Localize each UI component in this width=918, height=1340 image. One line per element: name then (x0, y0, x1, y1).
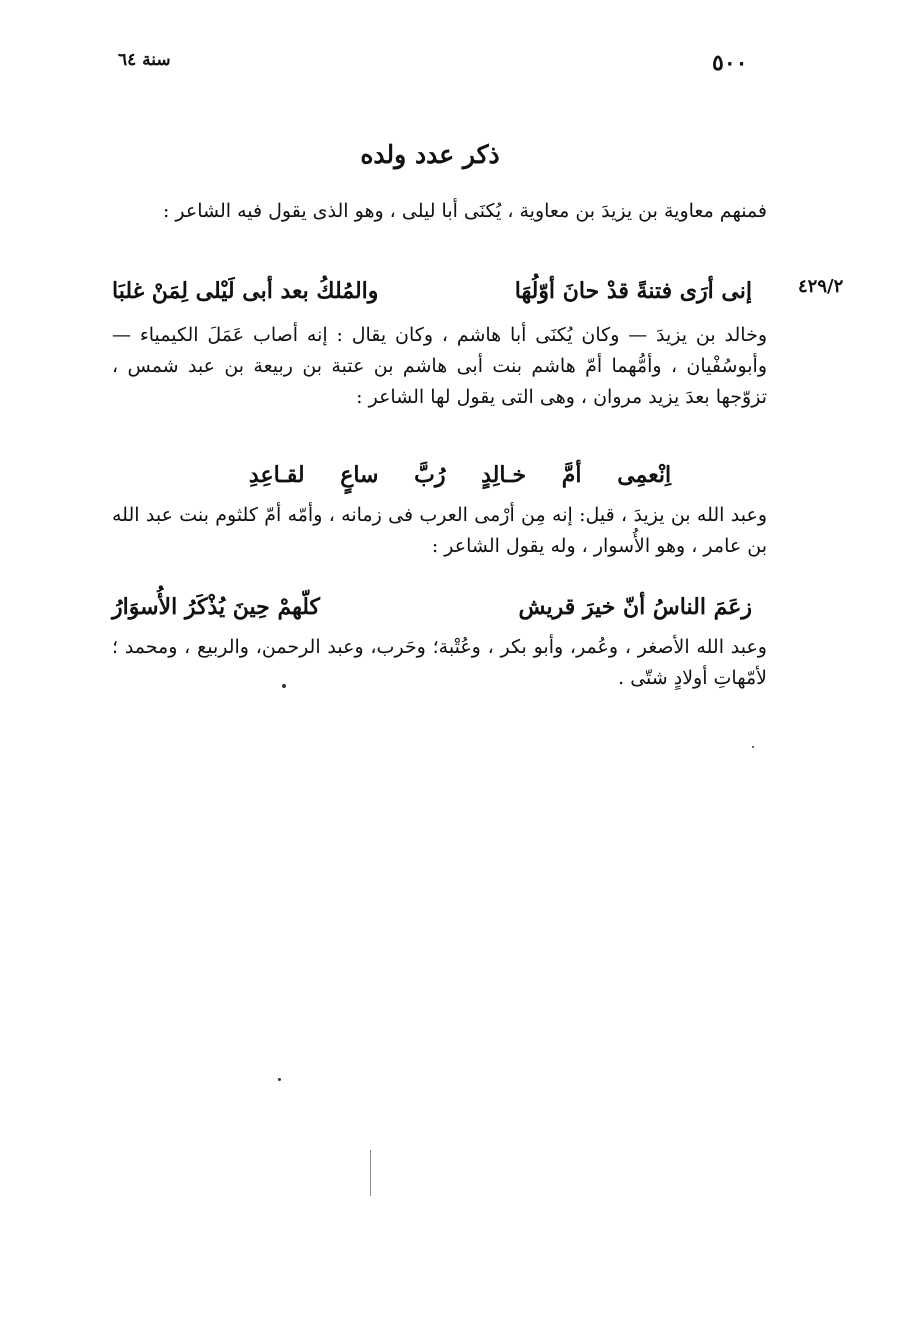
verse-2-text: اِنْعمِى أمَّ خـالِدٍ رُبَّ ساعٍ لقـاعِدِ (248, 462, 672, 488)
paragraph-3: وعبد الله بن يزيدَ ، قيل: إنه مِن أرْمى العرب فى زمانه ، وأمّه أمّ كلثوم بنت عبد الله بن عامر ، وهو الأُسوار ، وله يقول الشاعر : (112, 504, 767, 557)
verse-2 (200, 462, 720, 502)
verse-3-second-hemistich: كلّهمْ حِينَ يُذْكَرُ الأُسوَارُ (112, 594, 320, 620)
page-number: ٥٠٠ (712, 50, 748, 76)
verse-1-first-hemistich: إنى أرَى فتنةً قدْ حانَ أوّلُهَا (514, 278, 752, 304)
section-title: ذكر عدد ولده (360, 140, 500, 169)
verse-1 (112, 278, 752, 318)
paragraph-1: فمنهم معاوية بن يزيدَ بن معاوية ، يُكنَى أبا ليلى ، وهو الذى يقول فيه الشاعر : (162, 200, 767, 222)
verse-3 (112, 594, 752, 634)
margin-reference: ٤٢٩/٢ (798, 276, 844, 297)
running-header-year: سنة ٦٤ (118, 50, 171, 70)
paragraph-2: وخالد بن يزيدَ — وكان يُكنَى أبا هاشم ، وكان يقال : إنه أصاب عَمَلَ الكيمياء — وأبوسُفْيان ، وأمُّهما أمّ هاشم بنت أبى هاشم بن عتبة بن ربيعة بن عبد شمس ، تزوّجها بعدَ يزيد مروان ، وهى التى يقول لها الشاعر : (112, 324, 767, 408)
ink-speck (282, 684, 286, 688)
scan-line-artifact (370, 1150, 371, 1196)
paragraph-4: وعبد الله الأصغر ، وعُمر، وأبو بكر ، وعُتْبة؛ وحَرب، وعبد الرحمن، والربيع ، ومحمد ؛ لأمّهاتِ أولادٍ شتّى . (112, 636, 767, 689)
ink-speck (278, 1078, 281, 1081)
ink-speck (752, 746, 754, 748)
verse-3-first-hemistich: زعَمَ الناسُ أنّ خيرَ قريش (518, 594, 752, 620)
verse-1-second-hemistich: والمُلكُ بعد أبى لَيْلى لِمَنْ غلبَا (112, 278, 379, 304)
